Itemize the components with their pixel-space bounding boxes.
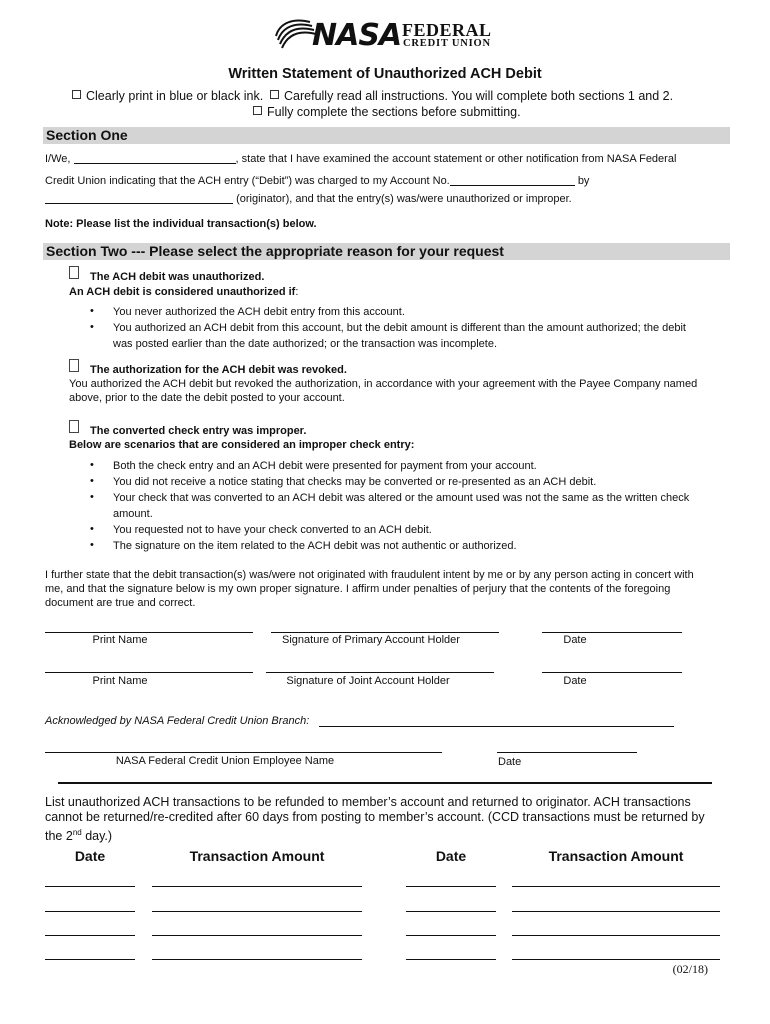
refund-line3: the 2nd day.) <box>45 828 113 844</box>
amount-entry-field[interactable] <box>152 911 362 912</box>
bullet-icon: • <box>90 491 94 503</box>
amount-entry-field[interactable] <box>512 935 720 936</box>
date-2-label: Date <box>563 675 587 687</box>
instruction-2: Carefully read all instructions. You will complete both sections 1 and 2. <box>270 89 673 103</box>
option-improper-label: The converted check entry was improper. <box>90 425 307 437</box>
joint-signature-label: Signature of Joint Account Holder <box>286 675 450 687</box>
date-1-label: Date <box>563 634 587 646</box>
bullet-icon: • <box>90 523 94 535</box>
bullet-text: You requested not to have your check converted to an ACH debit. <box>113 524 432 536</box>
print-name-2-label: Print Name <box>92 675 148 687</box>
date-entry-field[interactable] <box>45 911 135 912</box>
bullet-icon: • <box>90 475 94 487</box>
amount-entry-field[interactable] <box>152 886 362 887</box>
form-revision: (02/18) <box>672 962 708 976</box>
account-number-field[interactable] <box>450 174 575 186</box>
acknowledged-label: Acknowledged by NASA Federal Credit Union Branch: <box>45 715 310 727</box>
date-1-field[interactable] <box>542 632 682 633</box>
col-amount-header-right: Transaction Amount <box>548 848 684 864</box>
date-entry-field[interactable] <box>406 935 496 936</box>
option-revoked-text2: above, prior to the date the debit posted to your account. <box>69 392 345 404</box>
improper-checkbox[interactable] <box>69 420 79 433</box>
amount-entry-field[interactable] <box>512 886 720 887</box>
employee-name-label: NASA Federal Credit Union Employee Name <box>115 755 335 767</box>
bullet-icon: • <box>90 539 94 551</box>
section-two-header: Section Two --- Please select the appropriate reason for your request <box>43 243 730 260</box>
print-name-1-label: Print Name <box>92 634 148 646</box>
logo-name-line1: FEDERAL <box>402 20 492 40</box>
bullet-icon: • <box>90 321 94 333</box>
checkbox-icon <box>253 106 262 115</box>
joint-signature-field[interactable] <box>266 672 494 673</box>
checkbox-icon <box>72 90 81 99</box>
bullet-text-cont: was posted earlier than the date authorized; or the transaction was incomplete. <box>113 338 498 350</box>
employee-name-field[interactable] <box>45 752 442 753</box>
bullet-text-cont: amount. <box>113 508 153 520</box>
checkbox-icon <box>270 90 279 99</box>
bullet-text: You never authorized the ACH debit entry from this account. <box>113 306 405 318</box>
bullet-text: Both the check entry and an ACH debit were presented for payment from your account. <box>113 460 537 472</box>
divider <box>58 782 712 784</box>
option-revoked-label: The authorization for the ACH debit was revoked. <box>90 364 347 376</box>
option-improper-sub: Below are scenarios that are considered an improper check entry: <box>69 439 415 451</box>
amount-entry-field[interactable] <box>512 959 720 960</box>
section-one-line1: I/We, , state that I have examined the account statement or other notification from NASA Federal <box>45 153 677 165</box>
section-one-line3: (originator), and that the entry(s) was/were unauthorized or improper. <box>45 192 572 206</box>
refund-line1: List unauthorized ACH transactions to be refunded to member’s account and returned to originator. ACH transactions <box>45 795 691 809</box>
col-date-header-left: Date <box>74 848 106 864</box>
amount-entry-field[interactable] <box>152 959 362 960</box>
bullet-icon: • <box>90 459 94 471</box>
name-field[interactable] <box>74 152 236 164</box>
option-revoked-text1: You authorized the ACH debit but revoked the authorization, in accordance with your agreement with the Payee Company named <box>69 378 698 390</box>
col-date-header-right: Date <box>435 848 467 864</box>
date-entry-field[interactable] <box>406 959 496 960</box>
amount-entry-field[interactable] <box>152 935 362 936</box>
date-entry-field[interactable] <box>406 886 496 887</box>
section-one-note: Note: Please list the individual transaction(s) below. <box>45 218 317 230</box>
bullet-text: Your check that was converted to an ACH debit was altered or the amount used was not the same as the written check <box>113 492 690 504</box>
bullet-text: You authorized an ACH debit from this account, but the debit amount is different than the amount authorized; the debit <box>113 322 686 334</box>
revoked-checkbox[interactable] <box>69 359 79 372</box>
date-3-field[interactable] <box>497 752 637 753</box>
bullet-text: The signature on the item related to the ACH debit was not authentic or authorized. <box>113 540 517 552</box>
date-3-label: Date <box>498 756 522 768</box>
page-title: Written Statement of Unauthorized ACH Debit <box>228 66 542 82</box>
bullet-icon: • <box>90 305 94 317</box>
bullet-text: You did not receive a notice stating that checks may be converted or re-presented as an ACH debit. <box>113 476 597 488</box>
option-unauthorized-sub: An ACH debit is considered unauthorized if: <box>69 286 299 298</box>
section-one-line2: Credit Union indicating that the ACH entry (“Debit”) was charged to my Account No. by <box>45 175 590 187</box>
section-one-header: Section One <box>43 127 730 144</box>
branch-field[interactable] <box>319 726 674 727</box>
date-entry-field[interactable] <box>45 935 135 936</box>
affirmation-line1: I further state that the debit transaction(s) was/were not originated with fraudulent intent by me or by any person acting in concert with <box>45 569 694 581</box>
option-unauthorized-label: The ACH debit was unauthorized. <box>90 271 265 283</box>
originator-field[interactable] <box>45 192 233 204</box>
col-amount-header-left: Transaction Amount <box>189 848 325 864</box>
logo-name-line2: CREDIT UNION <box>403 38 491 49</box>
amount-entry-field[interactable] <box>512 911 720 912</box>
date-2-field[interactable] <box>542 672 682 673</box>
date-entry-field[interactable] <box>45 886 135 887</box>
print-name-1-field[interactable] <box>45 632 253 633</box>
primary-signature-field[interactable] <box>271 632 499 633</box>
logo-brand: NASA <box>312 18 402 53</box>
instruction-3: Fully complete the sections before submitting. <box>253 105 521 119</box>
date-entry-field[interactable] <box>45 959 135 960</box>
print-name-2-field[interactable] <box>45 672 253 673</box>
refund-line2: cannot be returned/re-credited after 60 days from posting to member’s account. (CCD transactions must be returned by <box>45 810 705 824</box>
unauthorized-checkbox[interactable] <box>69 266 79 279</box>
date-entry-field[interactable] <box>406 911 496 912</box>
instruction-1: Clearly print in blue or black ink. <box>72 89 263 103</box>
affirmation-line3: document are true and correct. <box>45 597 196 609</box>
primary-signature-label: Signature of Primary Account Holder <box>282 634 460 646</box>
affirmation-line2: me, and that the signature below is my own proper signature. I affirm under penalties of perjury that the contents of the foregoing <box>45 583 671 595</box>
